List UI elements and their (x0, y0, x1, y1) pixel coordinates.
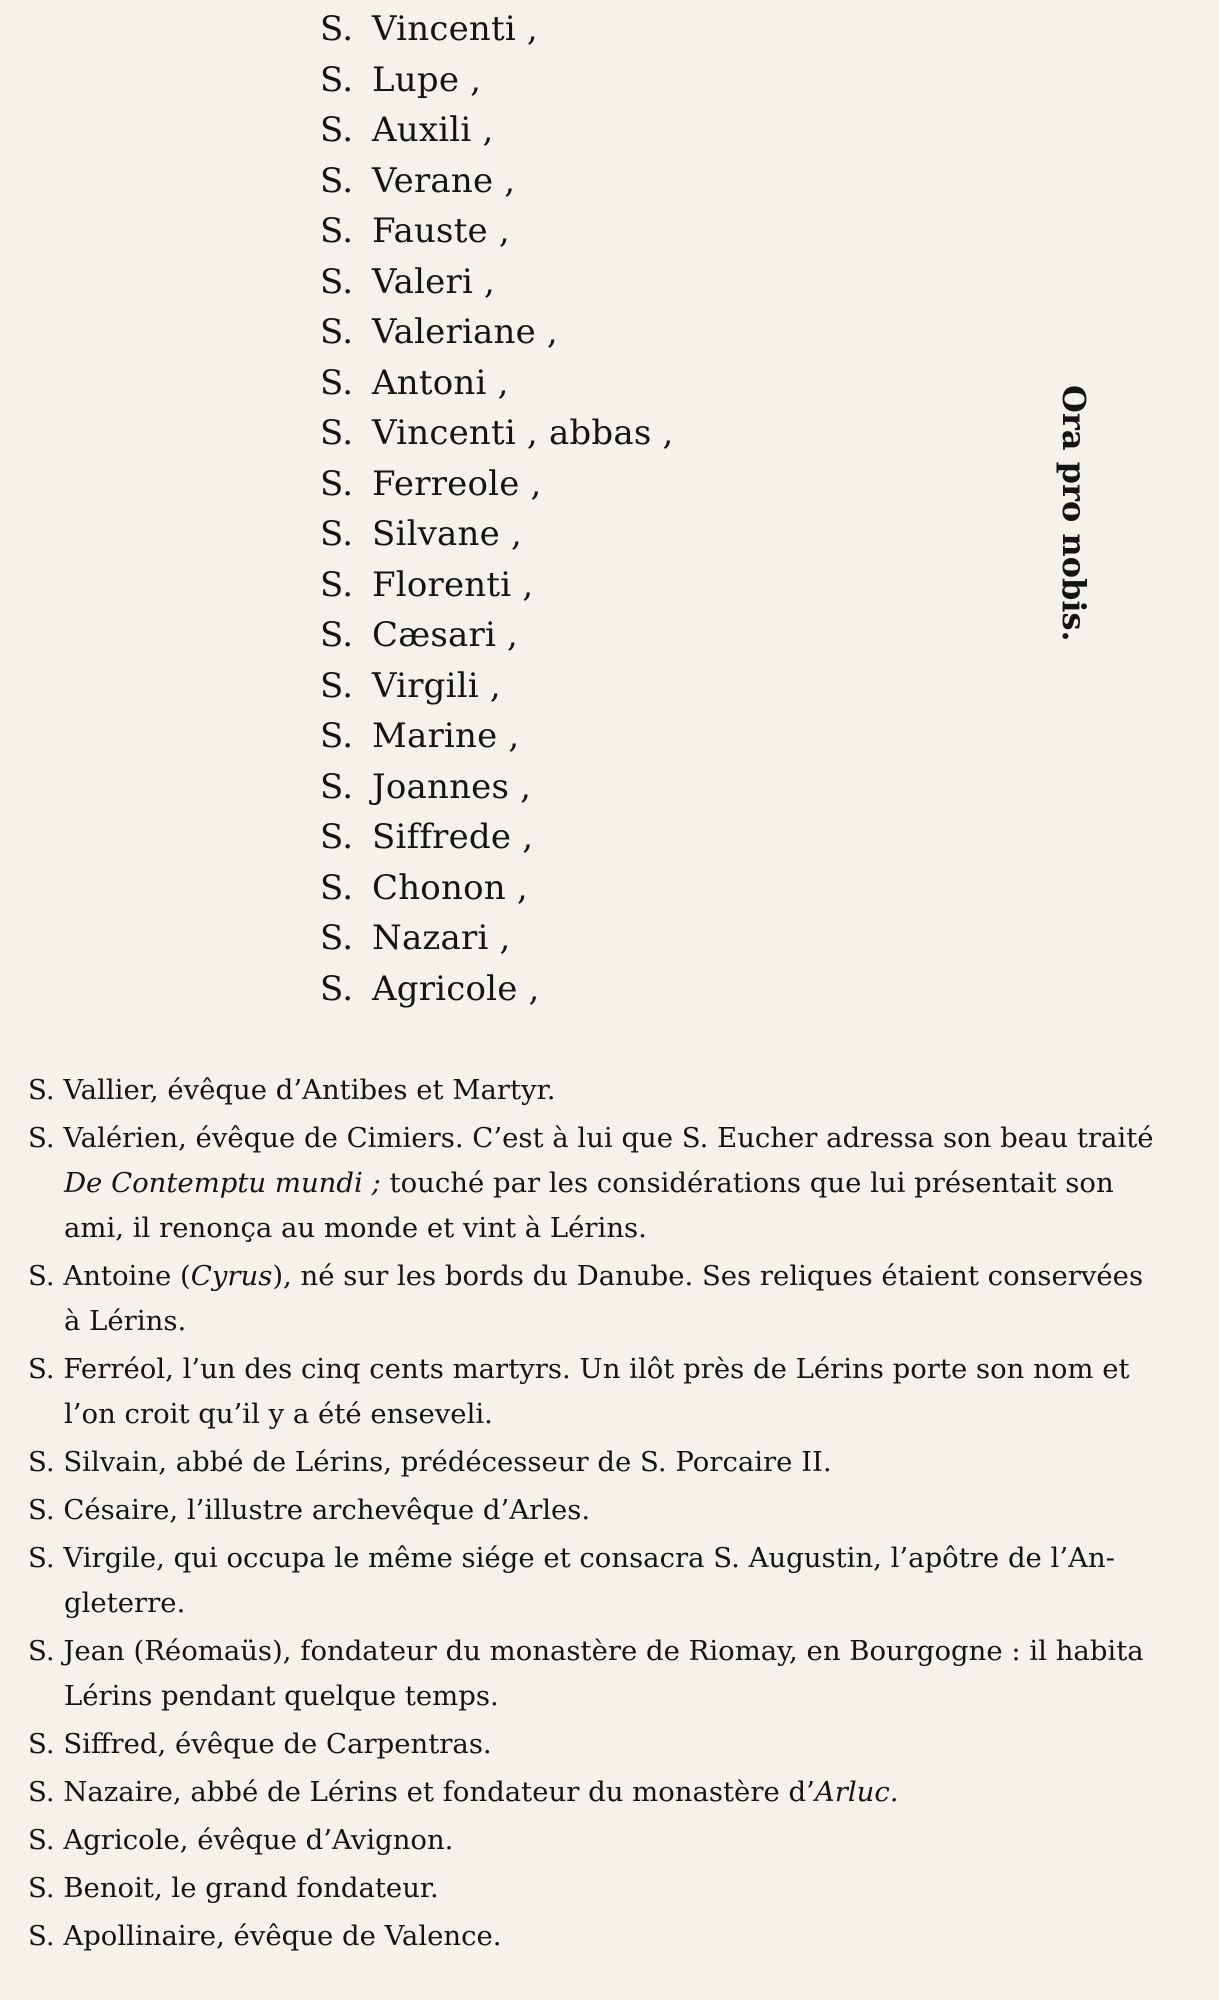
litany-name: Valeriane , (372, 312, 558, 352)
litany-name: Vincenti , (372, 9, 538, 49)
note-italic: Arluc. (814, 1776, 899, 1808)
litany-name: Agricole , (372, 968, 540, 1009)
note-siffred (28, 1722, 1174, 1767)
litany-prefix: S. (320, 817, 354, 857)
note-silvain (28, 1440, 1174, 1485)
note-continuation: gleterre. (64, 1587, 186, 1619)
note-cesaire (28, 1488, 1174, 1533)
litany-item (320, 257, 880, 308)
litany-prefix: S. (320, 766, 354, 807)
note-italic: Cyrus (190, 1260, 273, 1292)
litany-name: Chonon , (372, 867, 528, 908)
litany-item (320, 812, 880, 863)
note-text: S. Ferréol, l’un des cinq cents martyrs. Un ilôt près de Lérins porte son nom et (28, 1353, 1130, 1385)
litany-prefix: S. (320, 9, 354, 49)
litany-prefix: S. (320, 615, 354, 655)
note-text: S. Jean (Réomaüs), fondateur du monastère de Riomay, en Bourgogne : il habita (28, 1635, 1144, 1667)
litany-name: Joannes , (372, 766, 532, 807)
note-valerien (28, 1116, 1174, 1251)
litany-item (320, 560, 880, 611)
litany-prefix: S. (320, 362, 354, 403)
note-virgile (28, 1536, 1174, 1626)
litany-name: Lupe , (372, 59, 482, 100)
litany-item (320, 358, 880, 409)
litany-item (320, 610, 880, 661)
litany-name: Siffrede , (372, 817, 534, 857)
note-vallier (28, 1068, 1174, 1113)
litany-prefix: S. (320, 413, 354, 453)
litany-name: Cæsari , (372, 615, 519, 655)
note-continuation: Lérins pendant quelque temps. (64, 1680, 499, 1712)
litany-prefix: S. (320, 514, 354, 554)
litany-name: Valeri , (372, 261, 496, 302)
note-ferreol (28, 1347, 1174, 1437)
litany-item (320, 55, 880, 106)
litany-name: Virgili , (372, 665, 501, 706)
litany-response: Ora pro nobis. (1055, 385, 1093, 642)
note-nazaire (28, 1770, 1174, 1815)
litany-item (320, 509, 880, 560)
note-text: S. Valérien, évêque de Cimiers. C’est à lui que S. Eucher adressa son beau traité (28, 1122, 1154, 1154)
litany-name: Verane , (372, 160, 516, 201)
notes-section (28, 1068, 1174, 1962)
litany-item (320, 863, 880, 914)
litany-name: Vincenti , abbas , (372, 413, 674, 453)
litany-item (320, 762, 880, 813)
litany-name: Florenti , (372, 564, 534, 605)
note-text: ), né sur les bords du Danube. Ses reliques étaient conservées (272, 1260, 1144, 1292)
litany-item (320, 964, 880, 1015)
note-benoit (28, 1866, 1174, 1911)
note-continuation: à Lérins. (64, 1305, 187, 1337)
litany-prefix: S. (320, 312, 354, 352)
litany-name: Silvane , (372, 514, 522, 554)
note-italic: De Contemptu mundi ; (64, 1167, 381, 1199)
litany-name: Antoni , (372, 362, 509, 403)
note-text: S. Nazaire, abbé de Lérins et fondateur du monastère d’ (28, 1776, 815, 1808)
litany-name: Ferreole , (372, 463, 542, 504)
litany-item (320, 4, 880, 55)
litany-item (320, 156, 880, 207)
note-text: touché par les considérations que lui présentait son ami, il renonça au monde et vint à Lérins. (64, 1167, 1114, 1244)
litany-item (320, 105, 880, 156)
litany-prefix: S. (320, 59, 354, 100)
litany-name: Marine , (372, 716, 520, 756)
note-continuation (28, 1161, 1174, 1251)
litany-prefix: S. (320, 918, 354, 958)
litany-item (320, 913, 880, 964)
note-agricole (28, 1818, 1174, 1863)
note-text: S. Apollinaire, évêque de Valence. (28, 1920, 502, 1952)
litany-prefix: S. (320, 463, 354, 504)
litany-item (320, 661, 880, 712)
litany-list (320, 4, 880, 1014)
note-text: S. Antoine ( (28, 1260, 191, 1292)
note-apollinaire (28, 1914, 1174, 1959)
litany-prefix: S. (320, 110, 354, 150)
note-text: S. Agricole, évêque d’Avignon. (28, 1824, 454, 1856)
litany-prefix: S. (320, 160, 354, 201)
note-text: S. Vallier, évêque d’Antibes et Martyr. (28, 1074, 556, 1106)
litany-name: Auxili , (372, 110, 494, 150)
litany-item (320, 307, 880, 358)
note-text: S. Césaire, l’illustre archevêque d’Arles. (28, 1494, 591, 1526)
note-antoine (28, 1254, 1174, 1344)
note-text: S. Virgile, qui occupa le même siége et consacra S. Augustin, l’apôtre de l’An- (28, 1542, 1115, 1574)
litany-prefix: S. (320, 716, 354, 756)
note-jean (28, 1629, 1174, 1719)
litany-item (320, 711, 880, 762)
litany-item (320, 206, 880, 257)
note-text: S. Siffred, évêque de Carpentras. (28, 1728, 492, 1760)
litany-prefix: S. (320, 564, 354, 605)
litany-name: Nazari , (372, 918, 511, 958)
litany-prefix: S. (320, 968, 354, 1009)
note-text: S. Silvain, abbé de Lérins, prédécesseur de S. Porcaire II. (28, 1446, 832, 1478)
litany-prefix: S. (320, 261, 354, 302)
litany-item (320, 459, 880, 510)
litany-prefix: S. (320, 867, 354, 908)
litany-prefix: S. (320, 665, 354, 706)
note-text: S. Benoit, le grand fondateur. (28, 1872, 439, 1904)
litany-prefix: S. (320, 211, 354, 251)
litany-name: Fauste , (372, 211, 510, 251)
litany-item (320, 408, 880, 459)
note-continuation: l’on croit qu’il y a été enseveli. (64, 1398, 493, 1430)
